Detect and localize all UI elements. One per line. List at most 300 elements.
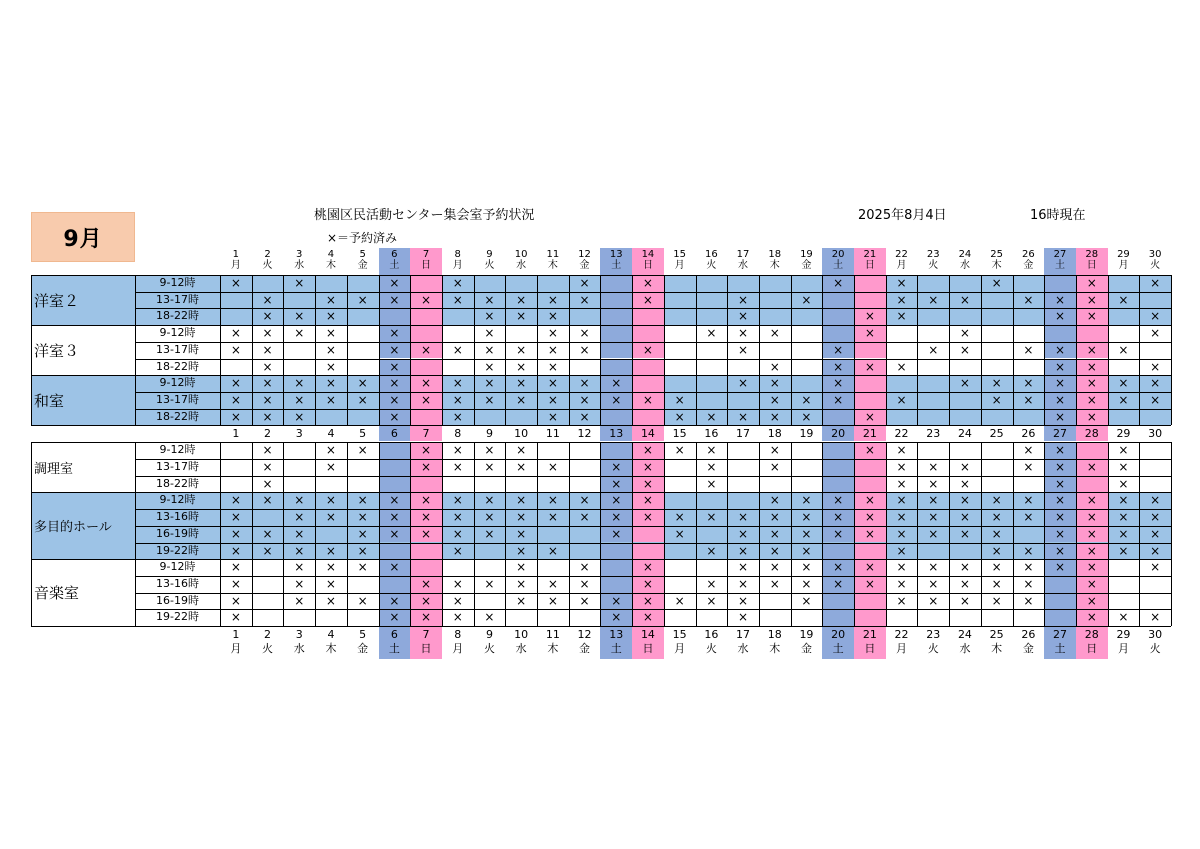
top-weekday: 金: [579, 260, 590, 271]
mid-day-number: 27: [1053, 427, 1068, 441]
reserved-mark: ×: [611, 510, 622, 525]
top-weekday: 土: [389, 260, 400, 271]
reserved-mark: ×: [484, 526, 495, 541]
top-day-number: 20: [831, 249, 845, 260]
day-divider: [727, 442, 728, 626]
reserved-mark: ×: [294, 309, 305, 324]
day-divider: [886, 275, 887, 425]
reserved-mark: ×: [1086, 376, 1097, 391]
reserved-mark: ×: [1118, 392, 1129, 407]
top-day-number: 10: [514, 249, 528, 260]
reserved-mark: ×: [294, 576, 305, 591]
reserved-mark: ×: [325, 359, 336, 374]
day-divider: [220, 442, 221, 626]
bottom-weekday: 土: [388, 642, 400, 655]
bottom-weekday: 水: [515, 642, 527, 655]
reserved-mark: ×: [516, 493, 527, 508]
bottom-weekday: 水: [959, 642, 971, 655]
day-divider: [822, 442, 823, 626]
day-divider: [854, 275, 855, 425]
reserved-mark: ×: [611, 593, 622, 608]
reserved-mark: ×: [706, 576, 717, 591]
reserved-mark: ×: [928, 342, 939, 357]
reserved-mark: ×: [579, 493, 590, 508]
month-label: 9月: [63, 226, 103, 252]
reserved-mark: ×: [389, 276, 400, 290]
reserved-mark: ×: [801, 292, 812, 307]
top-weekday: 火: [928, 260, 939, 271]
day-divider: [949, 442, 950, 626]
reserved-mark: ×: [1055, 560, 1066, 575]
day-divider: [1013, 442, 1014, 626]
reserved-mark: ×: [325, 460, 336, 474]
bottom-num-day-number: 6: [390, 628, 398, 641]
saturday-cell: [822, 442, 854, 459]
reserved-mark: ×: [452, 493, 463, 508]
sunday-cell: [854, 476, 886, 493]
sunday-cell: [410, 308, 442, 325]
reserved-mark: ×: [959, 292, 970, 307]
reserved-mark: ×: [928, 510, 939, 525]
reserved-mark: ×: [959, 460, 970, 474]
reserved-mark: ×: [484, 610, 495, 625]
reserved-mark: ×: [896, 309, 907, 324]
sunday-cell: [1076, 325, 1108, 342]
saturday-cell: [600, 543, 632, 560]
reserved-mark: ×: [896, 476, 907, 491]
reserved-mark: ×: [738, 326, 749, 341]
reserved-mark: ×: [547, 359, 558, 374]
saturday-cell: [822, 308, 854, 325]
reserved-mark: ×: [421, 610, 432, 625]
reserved-mark: ×: [421, 392, 432, 407]
reserved-mark: ×: [1023, 376, 1034, 391]
day-divider: [917, 275, 918, 425]
reserved-mark: ×: [262, 292, 273, 307]
reserved-mark: ×: [230, 342, 241, 357]
reserved-mark: ×: [801, 543, 812, 558]
top-weekday: 火: [262, 260, 273, 271]
top-weekday: 木: [769, 260, 780, 271]
reserved-mark: ×: [864, 493, 875, 508]
mid-day-number: 2: [264, 427, 272, 441]
mid-day-number: 21: [862, 427, 877, 441]
bottom-num-day-number: 28: [1084, 628, 1099, 641]
reserved-mark: ×: [389, 359, 400, 374]
reserved-mark: ×: [1086, 409, 1097, 424]
reserved-mark: ×: [484, 292, 495, 307]
saturday-cell: [379, 476, 411, 493]
reserved-mark: ×: [959, 493, 970, 508]
reserved-mark: ×: [896, 576, 907, 591]
top-day-number: 27: [1053, 249, 1067, 260]
reserved-mark: ×: [706, 460, 717, 474]
bottom-weekday: 木: [991, 642, 1003, 655]
reserved-mark: ×: [230, 376, 241, 391]
reserved-mark: ×: [769, 460, 780, 474]
saturday-cell: [822, 543, 854, 560]
reserved-mark: ×: [1086, 526, 1097, 541]
reserved-mark: ×: [611, 392, 622, 407]
bottom-num-day-number: 14: [640, 628, 655, 641]
mid-day-number: 6: [390, 427, 398, 441]
reserved-mark: ×: [1055, 342, 1066, 357]
reserved-mark: ×: [642, 392, 653, 407]
top-day-number: 15: [673, 249, 686, 260]
mid-day-number: 10: [514, 427, 529, 441]
bottom-num-day-number: 30: [1148, 628, 1163, 641]
top-weekday: 金: [801, 260, 812, 271]
reserved-mark: ×: [325, 376, 336, 391]
top-weekday: 月: [896, 260, 907, 271]
reserved-mark: ×: [230, 510, 241, 525]
top-day-number: 23: [926, 249, 940, 260]
time-slot-label: 13-17時: [156, 392, 199, 406]
reserved-mark: ×: [769, 510, 780, 525]
reserved-mark: ×: [833, 493, 844, 508]
reserved-mark: ×: [864, 443, 875, 458]
bottom-weekday: 木: [325, 642, 337, 655]
bottom-weekday: 火: [1149, 642, 1161, 655]
reserved-mark: ×: [1023, 560, 1034, 575]
bottom-num-day-number: 4: [327, 628, 335, 641]
saturday-cell: [600, 342, 632, 359]
reserved-mark: ×: [864, 560, 875, 575]
reserved-mark: ×: [1055, 292, 1066, 307]
reserved-mark: ×: [516, 359, 527, 374]
reserved-mark: ×: [389, 392, 400, 407]
time-slot-label: 13-16時: [156, 576, 199, 590]
reserved-mark: ×: [642, 593, 653, 608]
reserved-mark: ×: [452, 392, 463, 407]
reserved-mark: ×: [325, 309, 336, 324]
top-day-number: 8: [454, 249, 461, 260]
bottom-weekday: 火: [483, 642, 495, 655]
reserved-mark: ×: [262, 460, 273, 474]
reserved-mark: ×: [769, 359, 780, 374]
saturday-cell: [822, 593, 854, 610]
reserved-mark: ×: [959, 560, 970, 575]
reserved-mark: ×: [991, 510, 1002, 525]
reserved-mark: ×: [547, 593, 558, 608]
row-line: [135, 409, 1171, 410]
day-divider: [664, 442, 665, 626]
bottom-num-day-number: 11: [545, 628, 560, 641]
saturday-cell: [600, 409, 632, 426]
reserved-mark: ×: [547, 510, 558, 525]
day-divider: [505, 442, 506, 626]
top-day-number: 16: [704, 249, 718, 260]
reserved-mark: ×: [801, 576, 812, 591]
reserved-mark: ×: [389, 526, 400, 541]
row-line: [135, 609, 1171, 610]
reserved-mark: ×: [642, 342, 653, 357]
top-day-number: 26: [1021, 249, 1035, 260]
reserved-mark: ×: [262, 543, 273, 558]
bottom-weekday: 月: [230, 642, 242, 655]
top-day-number: 17: [736, 249, 750, 260]
saturday-cell: [822, 292, 854, 309]
reserved-mark: ×: [294, 510, 305, 525]
reserved-mark: ×: [547, 493, 558, 508]
bottom-num-day-number: 8: [454, 628, 462, 641]
reserved-mark: ×: [294, 543, 305, 558]
room-name: 調理室: [34, 461, 74, 477]
reserved-mark: ×: [1150, 543, 1161, 558]
day-divider: [474, 442, 475, 626]
reserved-mark: ×: [1086, 359, 1097, 374]
mid-day-number: 26: [1021, 427, 1036, 441]
top-day-number: 4: [327, 249, 335, 260]
reserved-mark: ×: [864, 326, 875, 341]
top-day-number: 12: [578, 249, 591, 260]
reserved-mark: ×: [262, 342, 273, 357]
room-name: 和室: [34, 391, 65, 410]
page-title: 桃園区民活動センター集会室予約状況: [314, 208, 535, 223]
top-weekday: 水: [959, 260, 970, 271]
reserved-mark: ×: [833, 526, 844, 541]
time-slot-label: 9-12時: [159, 493, 196, 507]
day-divider: [632, 442, 633, 626]
reserved-mark: ×: [1055, 510, 1066, 525]
reserved-mark: ×: [452, 526, 463, 541]
mid-day-number: 30: [1148, 427, 1163, 441]
reserved-mark: ×: [1086, 610, 1097, 625]
reserved-mark: ×: [389, 409, 400, 424]
reserved-mark: ×: [1086, 510, 1097, 525]
reserved-mark: ×: [294, 326, 305, 341]
reserved-mark: ×: [1055, 493, 1066, 508]
bottom-weekday: 火: [262, 642, 274, 655]
time-slot-label: 16-19時: [156, 593, 199, 607]
day-divider: [442, 275, 443, 425]
reserved-mark: ×: [642, 292, 653, 307]
bottom-num-day-number: 13: [609, 628, 624, 641]
reserved-mark: ×: [1086, 276, 1097, 290]
reserved-mark: ×: [230, 560, 241, 575]
time-slot-label: 9-12時: [159, 376, 196, 390]
day-divider: [1139, 275, 1140, 425]
reserved-mark: ×: [1086, 460, 1097, 474]
day-divider: [696, 275, 697, 425]
mid-day-number: 17: [736, 427, 751, 441]
saturday-cell: [1044, 275, 1076, 292]
bottom-weekday: 土: [1054, 642, 1066, 655]
reserved-mark: ×: [706, 326, 717, 341]
sunday-cell: [632, 375, 664, 392]
bottom-num-day-number: 2: [264, 628, 272, 641]
bottom-weekday: 月: [896, 642, 908, 655]
bottom-weekday: 日: [1086, 642, 1098, 655]
reserved-mark: ×: [611, 493, 622, 508]
reserved-mark: ×: [991, 493, 1002, 508]
sunday-cell: [854, 342, 886, 359]
reserved-mark: ×: [928, 560, 939, 575]
bottom-weekday: 水: [737, 642, 749, 655]
reserved-mark: ×: [230, 610, 241, 625]
reserved-mark: ×: [230, 392, 241, 407]
room-name: 洋室２: [34, 291, 80, 310]
reserved-mark: ×: [928, 576, 939, 591]
reserved-mark: ×: [674, 526, 685, 541]
day-divider: [379, 442, 380, 626]
mid-day-number: 29: [1116, 427, 1131, 441]
top-day-number: 25: [990, 249, 1003, 260]
top-day-number: 11: [546, 249, 560, 260]
day-divider: [1108, 442, 1109, 626]
time-slot-label: 9-12時: [159, 560, 196, 574]
bottom-weekday: 火: [705, 642, 717, 655]
sunday-cell: [854, 609, 886, 626]
reserved-mark: ×: [325, 292, 336, 307]
bottom-num-day-number: 16: [704, 628, 719, 641]
reserved-mark: ×: [389, 493, 400, 508]
reserved-mark: ×: [928, 593, 939, 608]
reserved-mark: ×: [1150, 493, 1161, 508]
saturday-cell: [379, 459, 411, 476]
mid-day-number: 5: [359, 427, 367, 441]
day-divider: [410, 442, 411, 626]
bottom-weekday: 金: [579, 642, 591, 655]
reserved-mark: ×: [357, 392, 368, 407]
reserved-mark: ×: [294, 276, 305, 290]
reserved-mark: ×: [738, 309, 749, 324]
reserved-mark: ×: [452, 460, 463, 474]
reserved-mark: ×: [1055, 443, 1066, 458]
reserved-mark: ×: [452, 543, 463, 558]
bottom-num-day-number: 22: [894, 628, 909, 641]
day-divider: [569, 442, 570, 626]
reserved-mark: ×: [1150, 276, 1161, 290]
reserved-mark: ×: [864, 309, 875, 324]
bottom-weekday: 木: [769, 642, 781, 655]
reserved-mark: ×: [484, 376, 495, 391]
reserved-mark: ×: [1118, 460, 1129, 474]
left-border: [31, 275, 32, 425]
reserved-mark: ×: [484, 460, 495, 474]
bottom-weekday: 金: [800, 642, 812, 655]
mid-day-number: 19: [799, 427, 814, 441]
bottom-num-day-number: 17: [736, 628, 751, 641]
row-line: [135, 308, 1171, 309]
reserved-mark: ×: [801, 493, 812, 508]
reserved-mark: ×: [674, 409, 685, 424]
time-slot-label: 18-22時: [156, 409, 199, 423]
reserved-mark: ×: [769, 392, 780, 407]
reserved-mark: ×: [579, 409, 590, 424]
reserved-mark: ×: [642, 560, 653, 575]
reserved-mark: ×: [1086, 342, 1097, 357]
reserved-mark: ×: [325, 493, 336, 508]
reserved-mark: ×: [516, 543, 527, 558]
reserved-mark: ×: [484, 342, 495, 357]
top-day-number: 22: [895, 249, 908, 260]
reserved-mark: ×: [484, 392, 495, 407]
reserved-mark: ×: [801, 526, 812, 541]
reserved-mark: ×: [516, 593, 527, 608]
row-line: [135, 576, 1171, 577]
reserved-mark: ×: [1023, 576, 1034, 591]
reserved-mark: ×: [357, 376, 368, 391]
reserved-mark: ×: [230, 526, 241, 541]
reserved-mark: ×: [769, 376, 780, 391]
reserved-mark: ×: [421, 376, 432, 391]
reserved-mark: ×: [484, 493, 495, 508]
bottom-num-day-number: 10: [514, 628, 529, 641]
reserved-mark: ×: [325, 510, 336, 525]
top-weekday: 土: [833, 260, 844, 271]
reserved-mark: ×: [801, 560, 812, 575]
time-slot-label: 19-22時: [156, 543, 199, 557]
saturday-cell: [600, 359, 632, 376]
reserved-mark: ×: [516, 376, 527, 391]
reserved-mark: ×: [421, 510, 432, 525]
top-weekday: 日: [421, 260, 432, 271]
top-weekday: 木: [991, 260, 1002, 271]
reserved-mark: ×: [611, 610, 622, 625]
row-line: [135, 509, 1171, 510]
reserved-mark: ×: [738, 409, 749, 424]
saturday-cell: [600, 275, 632, 292]
reserved-mark: ×: [516, 342, 527, 357]
reserved-mark: ×: [769, 443, 780, 458]
bottom-weekday: 金: [357, 642, 369, 655]
reserved-mark: ×: [421, 493, 432, 508]
reserved-mark: ×: [642, 576, 653, 591]
day-divider: [696, 442, 697, 626]
saturday-cell: [822, 325, 854, 342]
bottom-num-day-number: 3: [295, 628, 303, 641]
saturday-cell: [1044, 593, 1076, 610]
reserved-mark: ×: [833, 392, 844, 407]
time-slot-label: 9-12時: [159, 443, 196, 457]
reserved-mark: ×: [738, 593, 749, 608]
reserved-mark: ×: [389, 510, 400, 525]
reserved-mark: ×: [769, 576, 780, 591]
reserved-mark: ×: [484, 309, 495, 324]
reserved-mark: ×: [959, 510, 970, 525]
reserved-mark: ×: [1150, 560, 1161, 575]
reserved-mark: ×: [706, 593, 717, 608]
reserved-mark: ×: [1118, 543, 1129, 558]
bottom-weekday: 月: [1117, 642, 1129, 655]
time-slot-label: 9-12時: [159, 276, 196, 289]
reserved-mark: ×: [357, 292, 368, 307]
reserved-mark: ×: [769, 543, 780, 558]
top-weekday: 土: [611, 260, 622, 271]
row-line: [135, 459, 1171, 460]
day-divider: [886, 442, 887, 626]
reserved-mark: ×: [452, 510, 463, 525]
reserved-mark: ×: [325, 560, 336, 575]
reserved-mark: ×: [738, 576, 749, 591]
reserved-mark: ×: [959, 476, 970, 491]
reserved-mark: ×: [959, 376, 970, 391]
bottom-weekday: 火: [927, 642, 939, 655]
reserved-mark: ×: [452, 276, 463, 290]
sunday-cell: [410, 543, 442, 560]
mid-day-number: 11: [545, 427, 560, 441]
day-divider: [917, 442, 918, 626]
reserved-mark: ×: [325, 543, 336, 558]
bottom-weekday: 土: [832, 642, 844, 655]
sunday-cell: [854, 375, 886, 392]
reserved-mark: ×: [484, 576, 495, 591]
sunday-cell: [410, 409, 442, 426]
sunday-cell: [410, 559, 442, 576]
top-day-number: 6: [391, 249, 398, 260]
top-weekday: 水: [516, 260, 527, 271]
